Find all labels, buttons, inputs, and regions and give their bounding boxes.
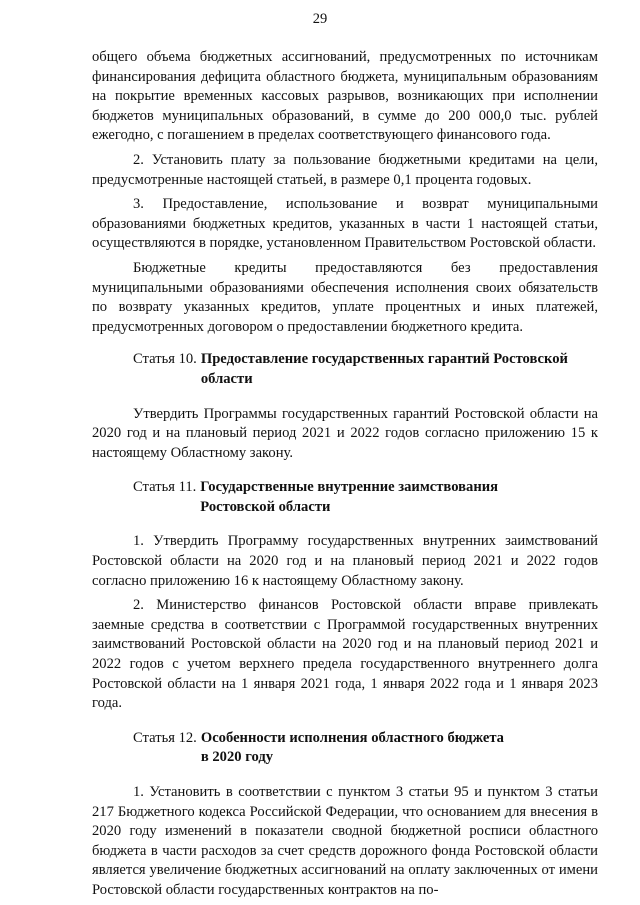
- paragraph-credit-fee: 2. Установить плату за пользование бюджетными кредитами на цели, предусмотренные настоящей статьей, в размере 0,1 процента годовых.: [92, 151, 598, 188]
- paragraph-ministry-borrowing: 2. Министерство финансов Ростовской области вправе привлекать заемные средства в соответствии с Программой государственных внутренних заимствований Ростовской области на 2020 год и на плановый период 2021 и 2022 годов с учетом верхнего предела государственного внутреннего долга Ростовской области на 1 января 2021 года, 1 января 2022 года и 1 января 2023 года.: [92, 597, 598, 712]
- article-11-title: Государственные внутренние заимствования Ростовской области: [200, 479, 499, 515]
- paragraph-credit-procedure: 3. Предоставление, использование и возврат муниципальными образованиями бюджетных кредитов, указанных в части 1 настоящей статьи, осуществляются в порядке, установленном Правительством Ростовской области.: [92, 196, 598, 252]
- page-number: 29: [312, 11, 328, 27]
- article-12-title: Особенности исполнения областного бюджета в 2020 году: [200, 729, 504, 766]
- article-11-label: Статья 11.: [133, 479, 197, 496]
- article-12-heading: [92, 729, 598, 768]
- document-body: [92, 48, 598, 901]
- article-10-title: Предоставление государственных гарантий Ростовской области: [200, 351, 568, 387]
- article-11-heading: [92, 478, 598, 517]
- paragraph-guarantee-programs: Утвердить Программы государственных гарантий Ростовской области на 2020 год и на плановый период 2021 и 2022 годов согласно приложению 15 к настоящему Областному закону.: [92, 405, 598, 461]
- paragraph-continuation: общего объема бюджетных ассигнований, предусмотренных по источникам финансирования дефицита областного бюджета, муниципальным образованиям на покрытие временных кассовых разрывов, возникающих при исполнении бюджетов муниципальных образований, в сумме до 200 000,0 тыс. рублей ежегодно, с погашением в пределах соответствующего финансового года.: [92, 49, 598, 144]
- article-12-label: Статья 12.: [133, 729, 197, 746]
- paragraph-borrowing-program: 1. Утвердить Программу государственных внутренних заимствований Ростовской области на 2020 год и на плановый период 2021 и 2022 годов согласно приложению 16 к настоящему Областному закону.: [92, 533, 598, 589]
- paragraph-budget-execution: 1. Установить в соответствии с пунктом 3 статьи 95 и пунктом 3 статьи 217 Бюджетного кодекса Российской Федерации, что основанием для внесения в 2020 году изменений в показатели сводной бюджетной росписи областного бюджета в части расходов за счет средств дорожного фонда Ростовской области является увеличение бюджетных ассигнований на оплату заключенных от имени Ростовской области государственных контрактов на по-: [92, 784, 598, 898]
- article-10-heading: [92, 350, 598, 389]
- article-10-label: Статья 10.: [133, 351, 197, 368]
- paragraph-credit-security: Бюджетные кредиты предоставляются без предоставления муниципальными образованиями обеспечения исполнения своих обязательств по возврату указанных кредитов, уплате процентных и иных платежей, предусмотренных договором о предоставлении бюджетного кредита.: [92, 259, 598, 335]
